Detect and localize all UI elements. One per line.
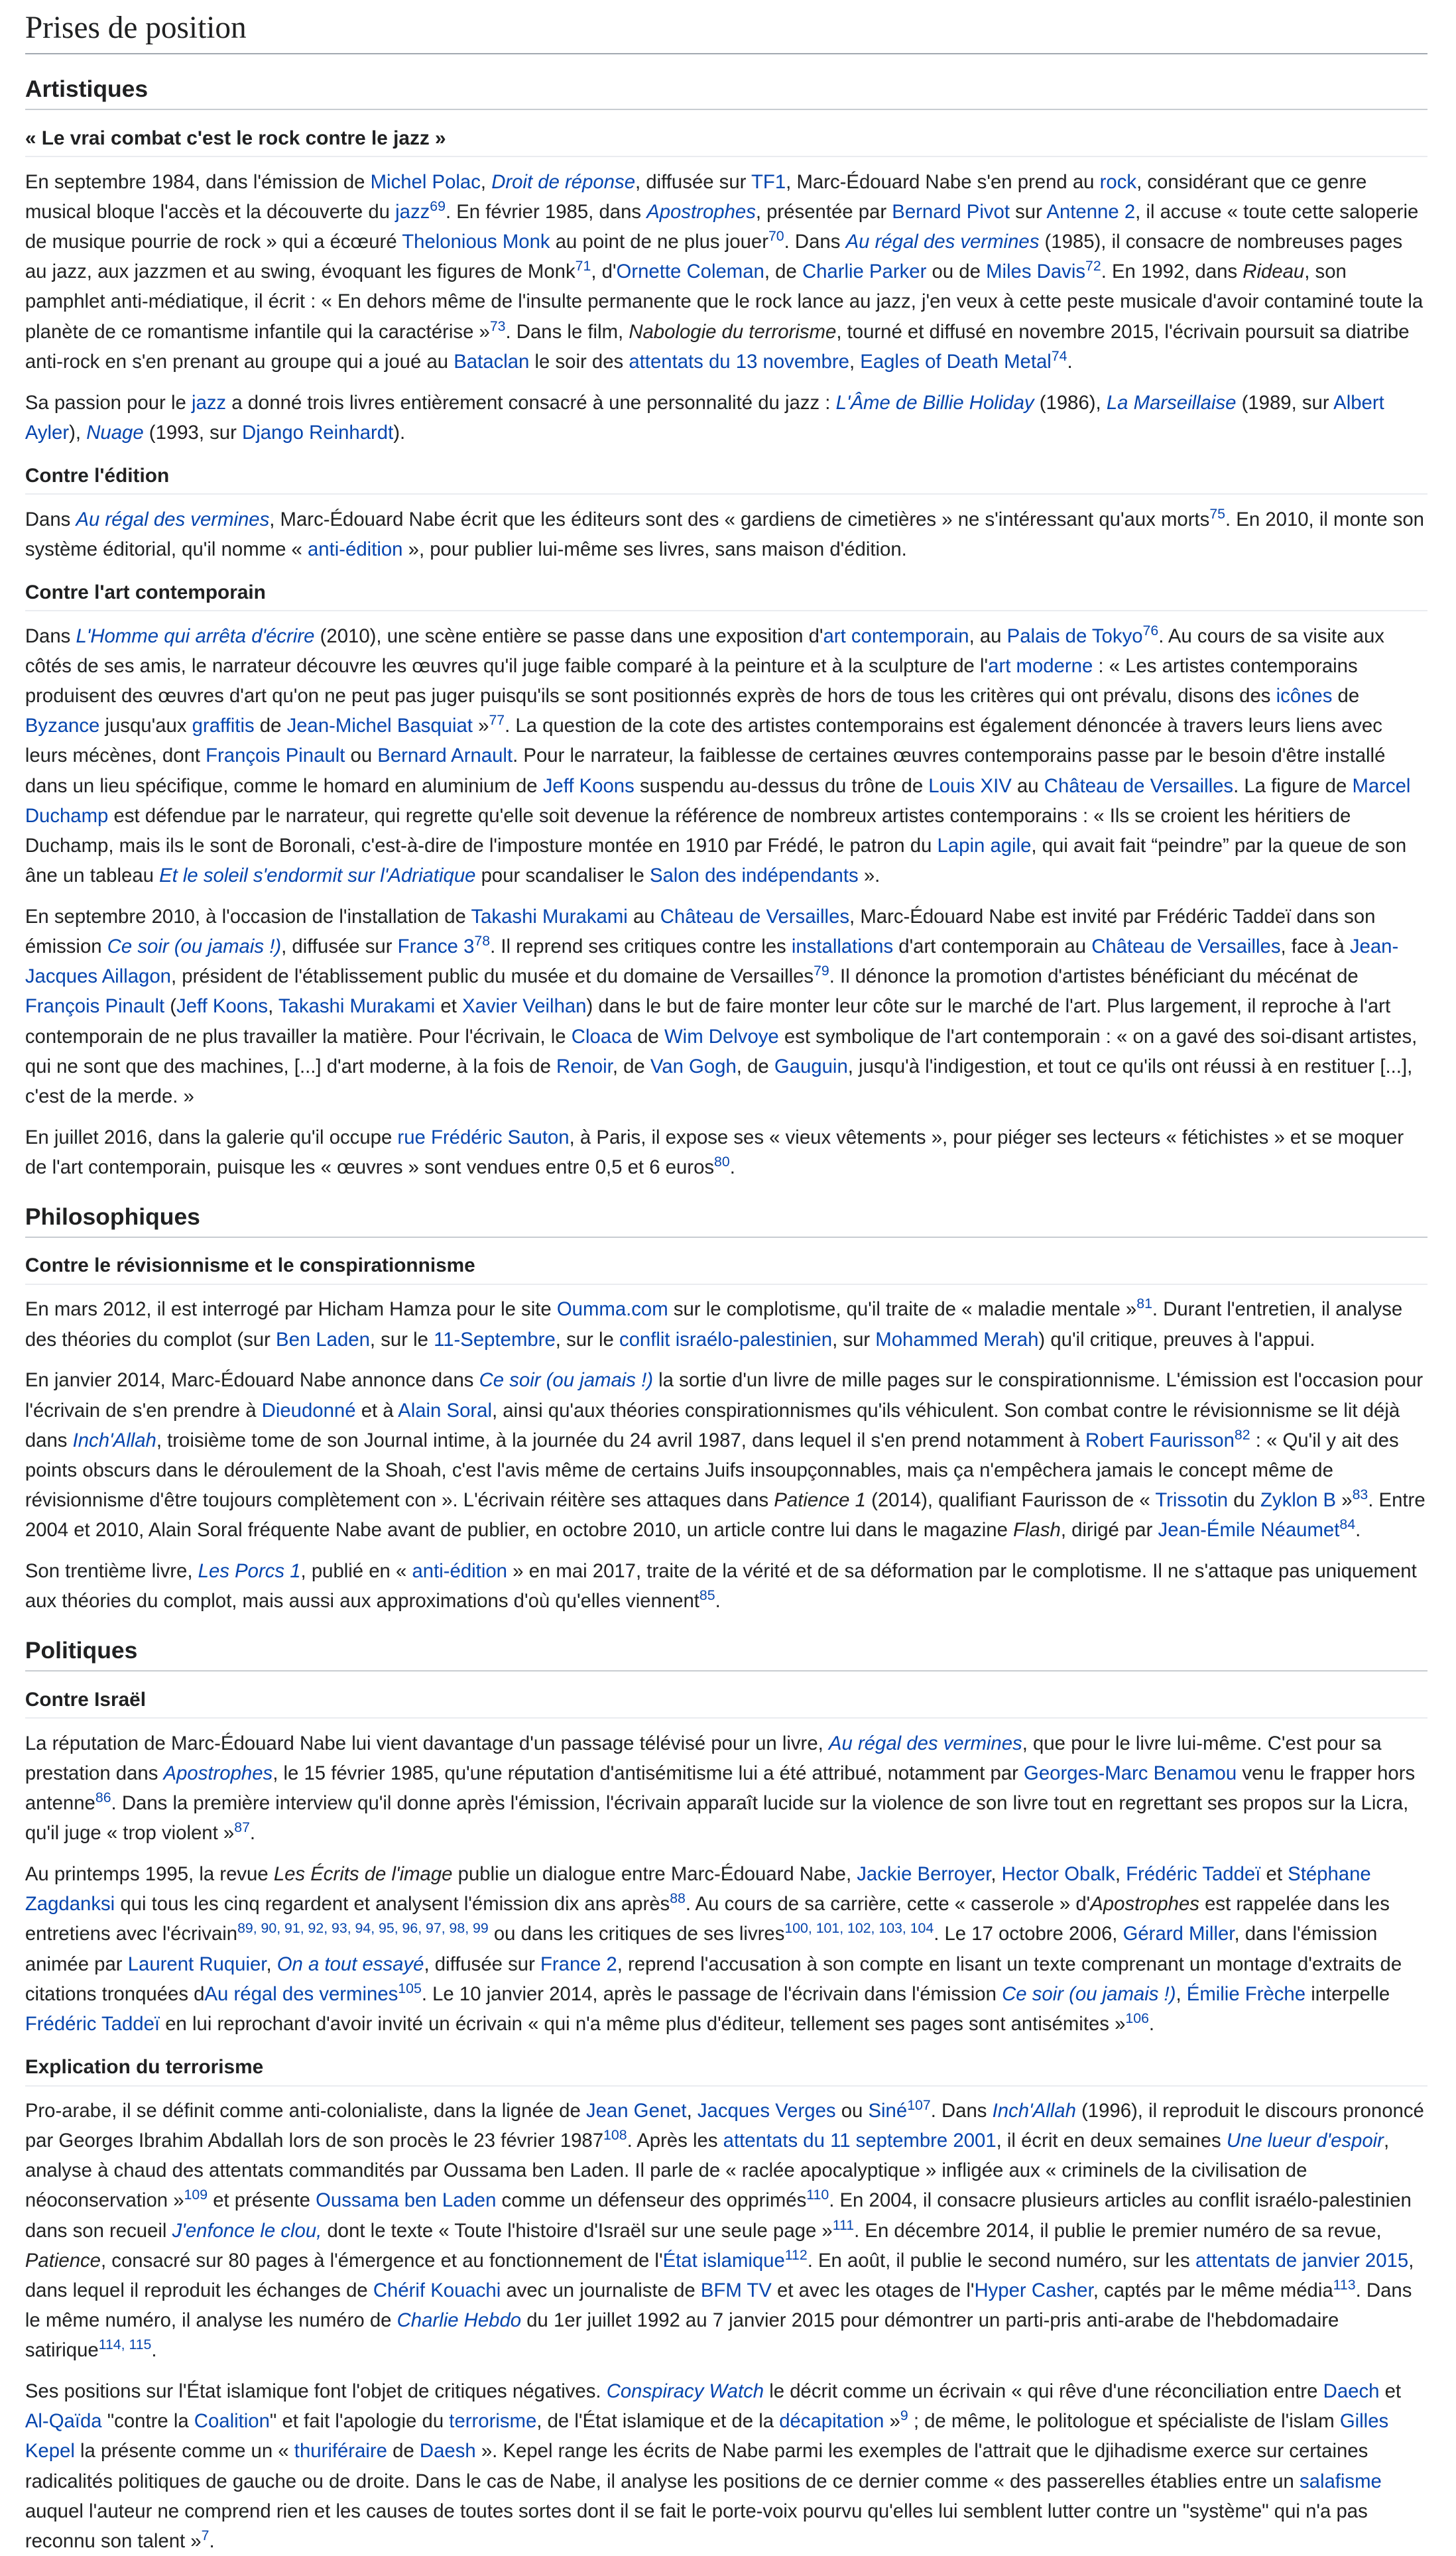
- wiki-link[interactable]: Ce soir (ou jamais !): [1002, 1982, 1176, 2005]
- wiki-link[interactable]: Ce soir (ou jamais !): [107, 936, 282, 958]
- wiki-link[interactable]: Au régal des vermines: [76, 508, 270, 530]
- wiki-link[interactable]: Une lueur d'espoir: [1226, 2129, 1384, 2152]
- wiki-link[interactable]: France 3: [397, 936, 475, 958]
- wiki-link[interactable]: Inch'Allah: [72, 1429, 156, 1451]
- subsection-heading: Contre l'édition: [25, 463, 1427, 495]
- wiki-link[interactable]: Bernard Pivot: [892, 200, 1010, 223]
- wiki-link[interactable]: Apostrophes: [163, 1762, 273, 1784]
- wiki-link[interactable]: TF1: [751, 170, 786, 193]
- wiki-link[interactable]: art moderne: [988, 654, 1093, 677]
- wiki-link[interactable]: décapitation: [779, 2410, 884, 2433]
- subsection-heading: Contre l'art contemporain: [25, 580, 1427, 612]
- wiki-link[interactable]: Wim Delvoye: [664, 1025, 779, 1048]
- wiki-link[interactable]: Alain Soral: [398, 1399, 492, 1422]
- wiki-link[interactable]: art contemporain: [823, 625, 969, 647]
- reference-link[interactable]: 105: [398, 1980, 422, 1996]
- wiki-link[interactable]: France 2: [540, 1953, 617, 1975]
- wiki-link[interactable]: Jean Genet: [585, 2099, 687, 2122]
- wiki-link[interactable]: Daech: [1323, 2380, 1380, 2402]
- wiki-link[interactable]: anti-édition: [412, 1560, 507, 1582]
- reference-link[interactable]: 89, 90, 91, 92, 93, 94, 95, 96, 97, 98, 99: [237, 1920, 489, 1937]
- reference-link[interactable]: 77: [489, 712, 505, 729]
- italic-text: Patience: [25, 2249, 101, 2272]
- wiki-link[interactable]: Georges-Marc Benamou: [1024, 1762, 1237, 1784]
- page-title: Prises de position: [25, 6, 1427, 54]
- wiki-link[interactable]: conflit israélo-palestinien: [619, 1328, 833, 1351]
- reference-link[interactable]: 74: [1051, 348, 1067, 365]
- wiki-link[interactable]: thuriféraire: [294, 2440, 387, 2463]
- reference-link[interactable]: 72: [1085, 258, 1101, 274]
- reference-link[interactable]: 70: [768, 228, 784, 245]
- reference-link[interactable]: 78: [474, 933, 491, 949]
- wiki-link[interactable]: Cloaca: [571, 1025, 633, 1048]
- wiki-link[interactable]: Jean-Émile Néaumet: [1158, 1519, 1340, 1542]
- italic-text: Patience 1: [774, 1489, 866, 1512]
- wiki-link[interactable]: Coalition: [194, 2410, 270, 2433]
- wiki-link[interactable]: La Marseillaise: [1106, 391, 1237, 414]
- wiki-link[interactable]: Émilie Frèche: [1186, 1982, 1306, 2005]
- wiki-link[interactable]: Louis XIV: [928, 774, 1012, 797]
- section-heading: Artistiques: [25, 70, 1427, 110]
- paragraph: Dans Au régal des vermines, Marc-Édouard Nabe écrit que les éditeurs sont des « gardiens de cimetières » ne s'intéressant qu'aux morts$^{75}$. En 2010, il monte son système éditorial, qu'il nomme « anti-édition », pour publier lui-même ses livres, sans maison d'édition.: [25, 505, 1424, 560]
- reference-link[interactable]: 113: [1333, 2277, 1356, 2293]
- wiki-link[interactable]: Au régal des vermines: [204, 1982, 398, 2005]
- reference-link[interactable]: 81: [1136, 1296, 1152, 1312]
- subsection-heading: Contre Israël: [25, 1687, 1427, 1719]
- wiki-link[interactable]: Au régal des vermines: [845, 231, 1040, 253]
- wiki-link[interactable]: attentats du 11 septembre 2001: [723, 2129, 997, 2152]
- wiki-link[interactable]: Albert Ayler: [25, 391, 1384, 444]
- article-body: [0, 6, 1456, 2556]
- wiki-link[interactable]: Frédéric Taddeï: [25, 2012, 160, 2035]
- wiki-link[interactable]: Renoir: [556, 1055, 613, 1077]
- italic-text: Flash: [1013, 1519, 1061, 1542]
- reference-link[interactable]: 82: [1234, 1426, 1250, 1443]
- wiki-link[interactable]: 11-Septembre: [434, 1328, 556, 1351]
- wiki-link[interactable]: Zyklon B: [1260, 1489, 1337, 1512]
- wiki-link[interactable]: Inch'Allah: [992, 2099, 1076, 2122]
- wiki-link[interactable]: Miles Davis: [986, 261, 1086, 283]
- wiki-link[interactable]: Michel Polac: [370, 170, 481, 193]
- reference-link[interactable]: 84: [1339, 1516, 1356, 1533]
- italic-text: Apostrophes: [1090, 1893, 1199, 1916]
- wiki-link[interactable]: Les Porcs 1: [198, 1560, 301, 1582]
- wiki-link[interactable]: Marcel Duchamp: [25, 774, 1411, 827]
- paragraph: En juillet 2016, dans la galerie qu'il occupe rue Frédéric Sauton, à Paris, il expose ses « vieux vêtements », pour piéger ses lecteurs « fétichistes » et se moquer de l'art contemporain, puisque les « œuvres » sont vendues entre 0,5 et 6 euros$^{80}$.: [25, 1126, 1404, 1178]
- paragraph: En septembre 2010, à l'occasion de l'installation de Takashi Murakami au Château de Versailles, Marc-Édouard Nabe est invité par Frédéric Taddeï dans son émission Ce soir (ou jamais !), diffusée sur France $3^{78}$. Il reprend ses critiques contre les installations d'art contemporain au Château de Versailles, face à Jean-Jacques Aillagon, président de l'établissement public du musée et du domaine de Versailles$^{79}$. Il dénonce la promotion d'artistes bénéficiant du mécénat de François Pinault (Jeff Koons, Takashi Murakami et Xavier Veilhan) dans le but de faire monter leur côte sur le marché de l'art. Plus largement, il reproche à l'art contemporain de ne plus travailler la matière. Pour l'écrivain, le Cloaca de Wim Delvoye est symbolique de l'art contemporain : « on a gavé des soi-disant artistes, qui ne sont que des machines, [...] d'art moderne, à la fois de Renoir, de Van Gogh, de Gauguin, jusqu'à l'indigestion, et tout ce qu'ils ont réussi à en restituer [...], c'est de la merde. »: [25, 905, 1418, 1108]
- wiki-link[interactable]: Gauguin: [774, 1055, 848, 1077]
- wiki-link[interactable]: L'Âme de Billie Holiday: [835, 391, 1034, 414]
- wiki-link[interactable]: Oussama ben Laden: [316, 2189, 497, 2212]
- wiki-link[interactable]: Bernard Arnault: [377, 745, 513, 767]
- wiki-link[interactable]: Thelonious Monk: [402, 231, 550, 253]
- reference-link[interactable]: 110: [806, 2187, 829, 2203]
- wiki-link[interactable]: Laurent Ruquier: [127, 1953, 267, 1975]
- reference-link[interactable]: 76: [1142, 622, 1159, 639]
- reference-link[interactable]: 85: [699, 1587, 715, 1604]
- wiki-link[interactable]: graffitis: [192, 715, 255, 737]
- wiki-link[interactable]: Château de Versailles: [1091, 936, 1281, 958]
- wiki-link[interactable]: attentats du 13 novembre: [629, 350, 849, 373]
- wiki-link[interactable]: installations: [791, 936, 894, 958]
- wiki-link[interactable]: Ce soir (ou jamais !): [479, 1369, 654, 1392]
- reference-link[interactable]: 100, 101, 102, 103, 104: [784, 1920, 934, 1937]
- reference-link[interactable]: 7: [201, 2527, 210, 2544]
- reference-link[interactable]: 83: [1352, 1487, 1368, 1503]
- wiki-link[interactable]: On a tout essayé: [276, 1953, 424, 1975]
- wiki-link[interactable]: Charlie Hebdo: [396, 2309, 522, 2332]
- wiki-link[interactable]: Eagles of Death Metal: [860, 350, 1052, 373]
- wiki-link[interactable]: Robert Faurisson: [1085, 1429, 1235, 1451]
- wiki-link[interactable]: Takashi Murakami: [278, 995, 436, 1018]
- reference-link[interactable]: 71: [575, 258, 591, 274]
- reference-link[interactable]: 106: [1125, 2010, 1149, 2027]
- paragraph: Sa passion pour le jazz a donné trois livres entièrement consacré à une personnalité du jazz : L'Âme de Billie Holiday (1986), La Marseillaise (1989, sur Albert Ayler), Nuage (1993, sur Django Reinhardt).: [25, 391, 1384, 444]
- wiki-link[interactable]: Chérif Kouachi: [373, 2279, 501, 2301]
- reference-link[interactable]: 107: [907, 2097, 931, 2113]
- reference-link[interactable]: 79: [814, 963, 829, 979]
- reference-link[interactable]: 86: [95, 1790, 111, 1806]
- reference-link[interactable]: 108: [603, 2127, 627, 2144]
- wiki-link[interactable]: Lapin agile: [937, 834, 1032, 857]
- wiki-link[interactable]: Xavier Veilhan: [462, 995, 587, 1018]
- wiki-link[interactable]: Trissotin: [1155, 1489, 1229, 1512]
- wiki-link[interactable]: J'enfonce le clou,: [172, 2219, 322, 2242]
- reference-link[interactable]: 112: [784, 2246, 808, 2263]
- subsection-heading: « Le vrai combat c'est le rock contre le jazz »: [25, 126, 1427, 158]
- reference-link[interactable]: 75: [1209, 505, 1225, 522]
- wiki-link[interactable]: jazz: [395, 200, 430, 223]
- wiki-link[interactable]: Antenne 2: [1046, 200, 1136, 223]
- wiki-link[interactable]: salafisme: [1299, 2470, 1382, 2492]
- paragraph: En mars 2012, il est interrogé par Hicham Hamza pour le site Oumma.com sur le complotisme, qu'il traite de « maladie mentale »$^{81}$. Durant l'entretien, il analyse des théories du complot (sur Ben Laden, sur le 11-Septembre, sur le conflit israélo-palestinien, sur Mohammed Merah) qu'il critique, preuves à l'appui.: [25, 1296, 1403, 1351]
- wiki-link[interactable]: Frédéric Taddeï: [1126, 1862, 1261, 1885]
- reference-link[interactable]: 88: [670, 1890, 686, 1907]
- wiki-link[interactable]: rock: [1099, 170, 1137, 193]
- wiki-link[interactable]: Ornette Coleman: [616, 261, 764, 283]
- reference-link[interactable]: 73: [489, 318, 506, 334]
- paragraph: Ses positions sur l'État islamique font l'objet de critiques négatives. Conspiracy Watch le décrit comme un écrivain « qui rêve d'une réconciliation entre Daech et Al-Qaïda "contre la Coalition" et fait l'apologie du terrorisme, de l'État islamique et de la décapitation »$^9$ ; de même, le politologue et spécialiste de l'islam Gilles Kepel la présente comme un « thuriféraire de Daesh ». Kepel range les écrits de Nabe parmi les exemples de l'attrait que le djihadisme exerce sur certaines radicalités politiques de gauche ou de droite. Dans le cas de Nabe, il analyse les positions de ce dernier comme « des passerelles établies entre un salafisme auquel l'auteur ne comprend rien et les causes de toutes sortes dont il se fait le porte-voix pourvu qu'elles lui semblent lutter contre un "système" qui n'a pas reconnu son talent »$^7$.: [25, 2380, 1402, 2552]
- wiki-link[interactable]: Mohammed Merah: [875, 1328, 1039, 1351]
- wiki-link[interactable]: Django Reinhardt: [242, 421, 394, 444]
- wiki-link[interactable]: État islamique: [662, 2249, 785, 2272]
- wiki-link[interactable]: Salon des indépendants: [649, 865, 859, 887]
- wiki-link[interactable]: Bataclan: [454, 350, 530, 373]
- article-content: [25, 70, 1427, 2556]
- wiki-link[interactable]: Jacques Verges: [697, 2099, 836, 2122]
- wiki-link[interactable]: Gérard Miller: [1122, 1923, 1235, 1945]
- wiki-link[interactable]: Byzance: [25, 715, 100, 737]
- reference-link[interactable]: 109: [184, 2187, 208, 2203]
- wiki-link[interactable]: Daesh: [419, 2440, 476, 2463]
- wiki-link[interactable]: Palais de Tokyo: [1006, 625, 1143, 647]
- wiki-link[interactable]: Jeff Koons: [542, 774, 635, 797]
- wiki-link[interactable]: Château de Versailles: [660, 905, 850, 928]
- paragraph: En septembre 1984, dans l'émission de Michel Polac, Droit de réponse, diffusée sur TF1, Marc-Édouard Nabe s'en prend au rock, considérant que ce genre musical bloque l'accès et la découverte du jazz$^{69}$. En février 1985, dans Apostrophes, présentée par Bernard Pivot sur Antenne 2, il accuse « toute cette saloperie de musique pourrie de rock » qui a écœuré Thelonious Monk au point de ne plus jouer$^{70}$. Dans Au régal des vermines (1985), il consacre de nombreuses pages au jazz, aux jazzmen et au swing, évoquant les figures de Monk$^{71}$, d'Ornette Coleman, de Charlie Parker ou de Miles Davis$^{72}$. En 1992, dans Rideau, son pamphlet anti-médiatique, il écrit : « En dehors même de l'insulte permanente que le rock lance au jazz, j'en veux à cette peste musicale d'avoir contaminé toute la planète de ce romantisme infantile qui la caractérise »$^{73}$. Dans le film, Nabologie du terrorisme, tourné et diffusé en novembre 2015, l'écrivain poursuit sa diatribe anti-rock en s'en prenant au groupe qui a joué au Bataclan le soir des attentats du 13 novembre, Eagles of Death Metal$^{74}$.: [25, 170, 1424, 373]
- wiki-link[interactable]: Charlie Parker: [802, 261, 927, 283]
- italic-text: Nabologie du terrorisme: [629, 320, 837, 343]
- wiki-link[interactable]: Takashi Murakami: [471, 905, 628, 928]
- wiki-link[interactable]: Château de Versailles: [1044, 774, 1234, 797]
- wiki-link[interactable]: Au régal des vermines: [828, 1732, 1022, 1754]
- wiki-link[interactable]: attentats de janvier 2015: [1195, 2249, 1409, 2272]
- wiki-link[interactable]: Ben Laden: [276, 1328, 370, 1351]
- wiki-link[interactable]: Jeff Koons: [176, 995, 269, 1018]
- italic-text: Les Écrits de l'image: [273, 1862, 453, 1885]
- wiki-link[interactable]: Hyper Casher: [974, 2279, 1093, 2301]
- wiki-link[interactable]: Conspiracy Watch: [606, 2380, 764, 2402]
- wiki-link[interactable]: Gilles Kepel: [25, 2410, 1389, 2463]
- reference-link[interactable]: 114, 115: [98, 2337, 152, 2353]
- wiki-link[interactable]: Dieudonné: [261, 1399, 356, 1422]
- wiki-link[interactable]: Jean-Jacques Aillagon: [25, 936, 1399, 988]
- paragraph: Dans L'Homme qui arrêta d'écrire (2010), une scène entière se passe dans une exposition d'art contemporain, au Palais de Tokyo$^{76}$. Au cours de sa visite aux côtés de ses amis, le narrateur découvre les œuvres qu'il juge faible comparé à la peinture et à la sculpture de l'art moderne : « Les artistes contemporains produisent des œuvres d'art qu'on ne peut pas juger puisqu'ils se sont positionnés exprès de hors de tous les critères qui ont prévalu, disons des icônes de Byzance jusqu'aux graffitis de Jean-Michel Basquiat »$^{77}$. La question de la cote des artistes contemporains est également dénoncée à travers leurs liens avec leurs mécènes, dont François Pinault ou Bernard Arnault. Pour le narrateur, la faiblesse de certaines œuvres contemporains passe par le besoin d'être installé dans un lieu spécifique, comme le homard en aluminium de Jeff Koons suspendu au-dessus du trône de Louis XIV au Château de Versailles. La figure de Marcel Duchamp est défendue par le narrateur, qui regrette qu'elle soit devenue la référence de nombreux artistes contemporains : « Ils se croient les héritiers de Duchamp, mais ils le sont de Boronali, c'est-à-dire de l'imposture montée en 1910 par Frédé, le patron du Lapin agile, qui avait fait “peindre” par la queue de son âne un tableau Et le soleil s'endormit sur l'Adriatique pour scandaliser le Salon des indépendants ».: [25, 622, 1411, 887]
- subsection-heading: Contre le révisionnisme et le conspirationnisme: [25, 1253, 1427, 1285]
- wiki-link[interactable]: François Pinault: [206, 745, 345, 767]
- reference-link[interactable]: 69: [430, 198, 446, 215]
- wiki-link[interactable]: Van Gogh: [650, 1055, 737, 1077]
- wiki-link[interactable]: Nuage: [86, 421, 144, 444]
- wiki-link[interactable]: icônes: [1276, 685, 1333, 707]
- paragraph: La réputation de Marc-Édouard Nabe lui vient davantage d'un passage télévisé pour un livre, Au régal des vermines, que pour le livre lui-même. C'est pour sa prestation dans Apostrophes, le 15 février 1985, qu'une réputation d'antisémitisme lui a été attribué, notamment par Georges-Marc Benamou venu le frapper hors antenne$^{86}$. Dans la première interview qu'il donne après l'émission, l'écrivain apparaît lucide sur la violence de son livre tout en regrettant ses propos sur la Licra, qu'il juge « trop violent »$^{87}$.: [25, 1732, 1416, 1845]
- reference-link[interactable]: 9: [900, 2407, 908, 2424]
- wiki-link[interactable]: Apostrophes: [646, 200, 756, 223]
- wiki-link[interactable]: Et le soleil s'endormit sur l'Adriatique: [159, 865, 476, 887]
- paragraph: Pro-arabe, il se définit comme anti-colonialiste, dans la lignée de Jean Genet, Jacques Verges ou Siné$^{107}$. Dans Inch'Allah (1996), il reproduit le discours prononcé par Georges Ibrahim Abdallah lors de son procès le 23 février 1987$^{108}$. Après les attentats du 11 septembre 2001, il écrit en deux semaines Une lueur d'espoir, analyse à chaud des attentats commandités par Oussama ben Laden. Il parle de « raclée apocalyptique » infligée aux « criminels de la civilisation de néoconservation »$^{109}$ et présente Oussama ben Laden comme un défenseur des opprimés$^{110}$. En 2004, il consacre plusieurs articles au conflit israélo-palestinien dans son recueil J'enfonce le clou, dont le texte « Toute l'histoire d'Israël sur une seule page »$^{111}$. En décembre 2014, il publie le premier numéro de sa revue, Patience, consacré sur 80 pages à l'émergence et au fonctionnement de l'État islamique$^{112}$. En août, il publie le second numéro, sur les attentats de janvier 2015, dans lequel il reproduit les échanges de Chérif Kouachi avec un journaliste de BFM TV et avec les otages de l'Hyper Casher, captés par le même média$^{113}$. Dans le même numéro, il analyse les numéro de Charlie Hebdo du 1er juillet 1992 au 7 janvier 2015 pour démontrer un parti-pris anti-arabe de l'hebdomadaire satirique$^{114, 115}$.: [25, 2097, 1424, 2362]
- wiki-link[interactable]: Al-Qaïda: [25, 2410, 102, 2433]
- wiki-link[interactable]: jazz: [191, 391, 227, 414]
- italic-text: Rideau: [1243, 261, 1305, 283]
- wiki-link[interactable]: terrorisme: [449, 2410, 537, 2433]
- paragraph: Au printemps 1995, la revue Les Écrits de l'image publie un dialogue entre Marc-Édouard Nabe, Jackie Berroyer, Hector Obalk, Frédéric Taddeï et Stéphane Zagdanksi qui tous les cinq regardent et analysent l'émission dix ans après$^{88}$. Au cours de sa carrière, cette « casserole » d'Apostrophes est rappelée dans les entretiens avec l'écrivain$^{89, 90, 91, 92, 93, 94, 95, 96, 97, 98, 99}$ ou dans les critiques de ses livres$^{100, 101, 102, 103, 104}$. Le 17 octobre 2006, Gérard Miller, dans l'émission animée par Laurent Ruquier, On a tout essayé, diffusée sur France 2, reprend l'accusation à son compte en lisant un texte comprenant un montage d'extraits de citations tronquées dAu régal des vermines$^{105}$. Le 10 janvier 2014, après le passage de l'écrivain dans l'émission Ce soir (ou jamais !), Émilie Frèche interpelle Frédéric Taddeï en lui reprochant d'avoir invité un écrivain « qui n'a même plus d'éditeur, tellement ses pages sont antisémites »$^{106}$.: [25, 1862, 1402, 2035]
- section-heading: Politiques: [25, 1632, 1427, 1672]
- section-heading: Philosophiques: [25, 1198, 1427, 1238]
- wiki-link[interactable]: BFM TV: [700, 2279, 772, 2301]
- paragraph: En janvier 2014, Marc-Édouard Nabe annonce dans Ce soir (ou jamais !) la sortie d'un livre de mille pages sur le conspirationnisme. L'émission est l'occasion pour l'écrivain de s'en prendre à Dieudonné et à Alain Soral, ainsi qu'aux théories conspirationnismes qu'ils véhiculent. Son combat contre le révisionnisme se lit déjà dans Inch'Allah, troisième tome de son Journal intime, à la journée du 24 avril 1987, dans lequel il s'en prend notamment à Robert Faurisson$^{82}$ : « Qu'il y ait des points obscurs dans le déroulement de la Shoah, c'est l'avis même de certains Juifs insoupçonnables, mais ça n'empêchera jamais le concept même de révisionnisme d'être toujours complètement con ». L'écrivain réitère ses attaques dans Patience 1 (2014), qualifiant Faurisson de « Trissotin du Zyklon B »$^{83}$. Entre 2004 et 2010, Alain Soral fréquente Nabe avant de publier, en octobre 2010, un article contre lui dans le magazine Flash, dirigé par Jean-Émile Néaumet$^{84}$.: [25, 1369, 1426, 1542]
- reference-link[interactable]: 111: [832, 2217, 855, 2233]
- wiki-link[interactable]: Jean-Michel Basquiat: [286, 715, 473, 737]
- wiki-link[interactable]: Stéphane Zagdanksi: [25, 1862, 1371, 1916]
- subsection-heading: Explication du terrorisme: [25, 2055, 1427, 2087]
- wiki-link[interactable]: L'Homme qui arrêta d'écrire: [76, 625, 315, 647]
- reference-link[interactable]: 87: [234, 1819, 250, 1836]
- wiki-link[interactable]: Oumma.com: [556, 1298, 668, 1321]
- wiki-link[interactable]: anti-édition: [308, 538, 403, 560]
- wiki-link[interactable]: Siné: [868, 2099, 908, 2122]
- wiki-link[interactable]: Droit de réponse: [491, 170, 636, 193]
- wiki-link[interactable]: Jackie Berroyer: [857, 1862, 991, 1885]
- wiki-link[interactable]: Hector Obalk: [1001, 1862, 1115, 1885]
- wiki-link[interactable]: François Pinault: [25, 995, 165, 1018]
- wiki-link[interactable]: rue Frédéric Sauton: [397, 1126, 570, 1148]
- reference-link[interactable]: 80: [714, 1154, 730, 1170]
- paragraph: Son trentième livre, Les Porcs 1, publié en « anti-édition » en mai 2017, traite de la vérité et de sa déformation par le complotisme. Il ne s'attaque pas uniquement aux théories du complot, mais aussi aux approximations d'où qu'elles viennent$^{85}$.: [25, 1560, 1417, 1613]
